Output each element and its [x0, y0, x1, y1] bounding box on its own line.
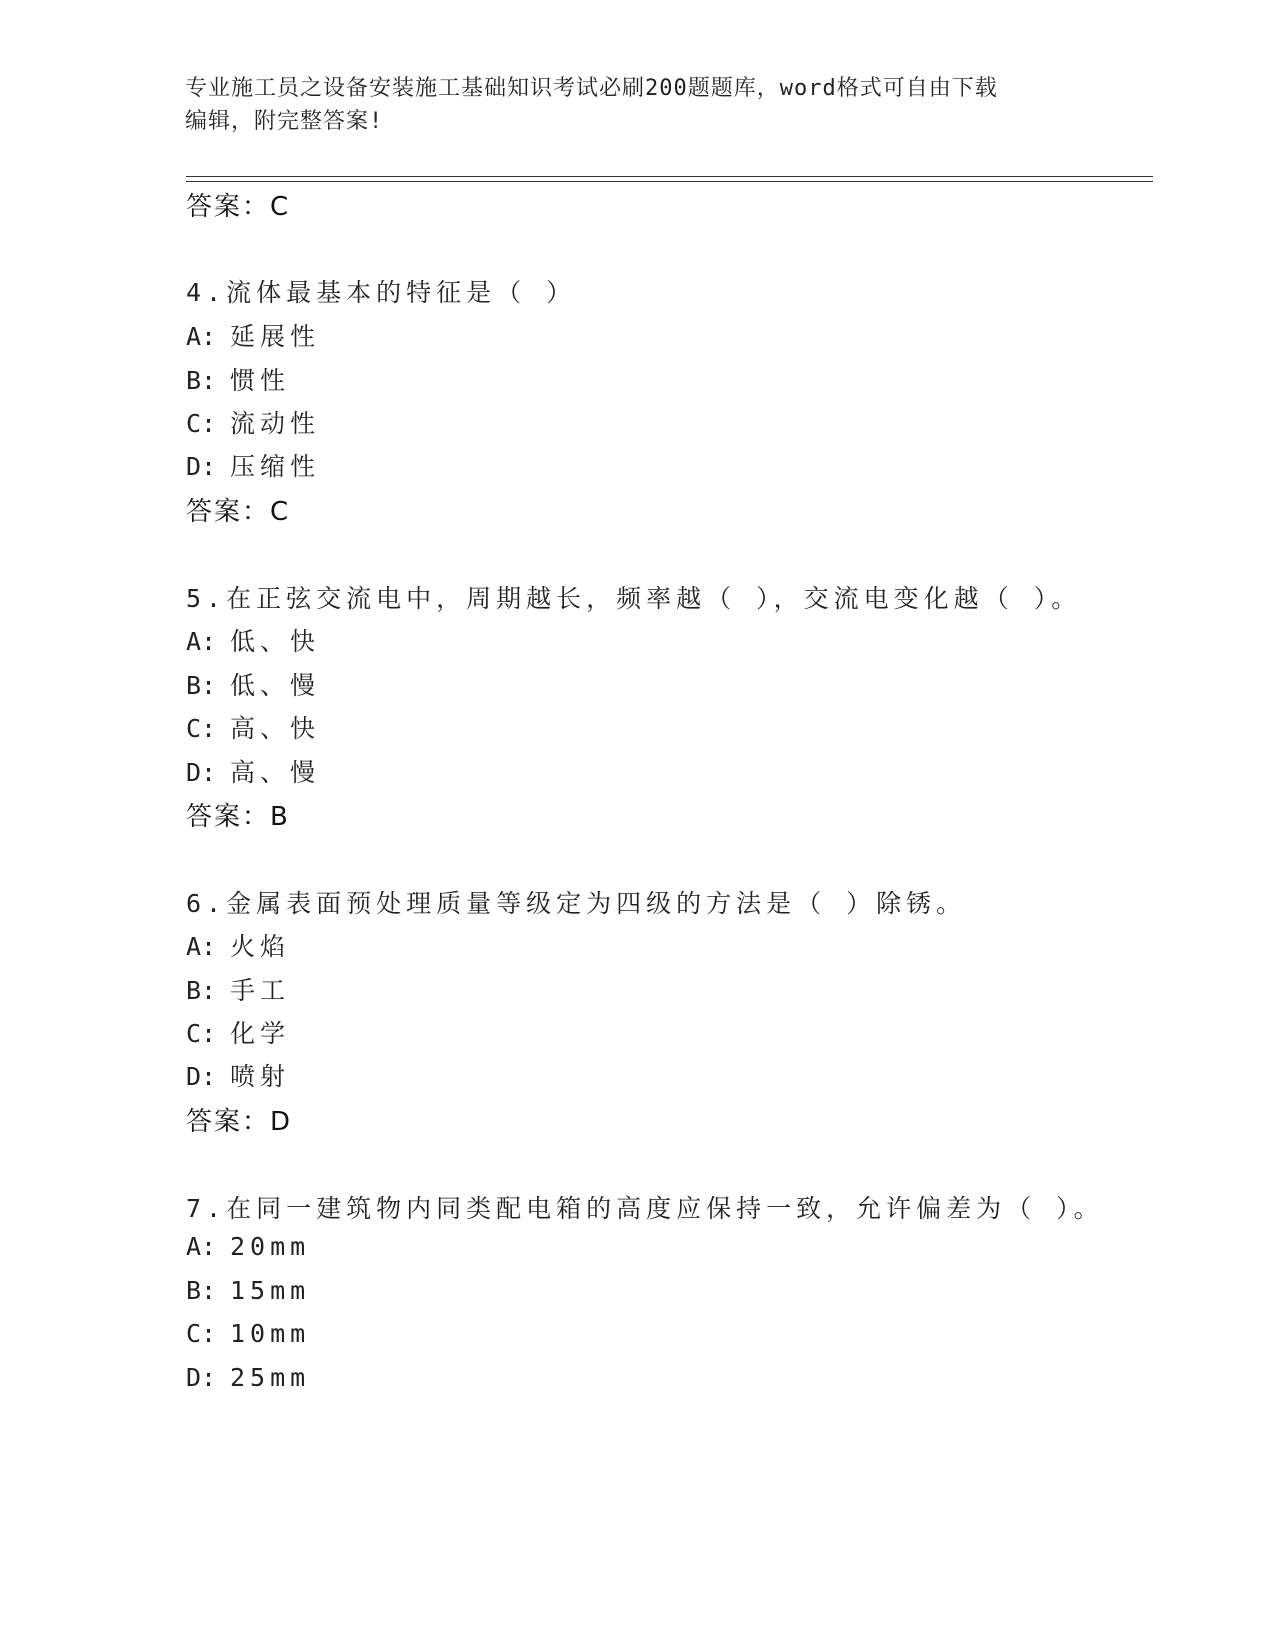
document-header — [185, 72, 1085, 138]
question-4-option-b: B: 惯性 — [186, 366, 291, 395]
question-6-option-d: D: 喷射 — [186, 1062, 291, 1091]
question-5-option-d: D: 高、慢 — [186, 758, 321, 787]
question-6-option-c: C: 化学 — [186, 1019, 291, 1048]
question-5-answer: 答案：B — [186, 802, 290, 832]
question-4-option-c: C: 流动性 — [186, 409, 321, 438]
header-title-line-1: 专业施工员之设备安装施工基础知识考试必刷200题题库，word格式可自由下载 — [185, 76, 998, 101]
question-4-option-a: A: 延展性 — [186, 322, 321, 351]
question-7-option-b: B: 15mm — [186, 1276, 311, 1305]
question-6-stem: 6.金属表面预处理质量等级定为四级的方法是（ ）除锈。 — [186, 889, 967, 918]
question-5-option-c: C: 高、快 — [186, 714, 321, 743]
question-6-answer: 答案：D — [186, 1107, 293, 1137]
header-divider-bottom — [186, 181, 1153, 182]
question-6-option-a: A: 火焰 — [186, 932, 291, 961]
question-6-option-b: B: 手工 — [186, 976, 291, 1005]
question-7-option-c: C: 10mm — [186, 1319, 311, 1348]
header-title-line-2: 编辑，附完整答案! — [185, 109, 384, 134]
question-5-option-b: B: 低、慢 — [186, 671, 321, 700]
header-divider-top — [186, 176, 1153, 177]
previous-answer: 答案：C — [186, 192, 291, 222]
question-5-option-a: A: 低、快 — [186, 627, 321, 656]
question-7-option-d: D: 25mm — [186, 1363, 311, 1392]
question-4-stem: 4.流体最基本的特征是（ ） — [186, 278, 577, 307]
question-4-answer: 答案：C — [186, 497, 291, 527]
question-7-stem: 7.在同一建筑物内同类配电箱的高度应保持一致，允许偏差为（ ）。 — [186, 1194, 1104, 1223]
question-4-option-d: D: 压缩性 — [186, 452, 321, 481]
question-5-stem: 5.在正弦交流电中，周期越长，频率越（ ），交流电变化越（ ）。 — [186, 584, 1082, 613]
question-7-option-a: A: 20mm — [186, 1232, 311, 1261]
